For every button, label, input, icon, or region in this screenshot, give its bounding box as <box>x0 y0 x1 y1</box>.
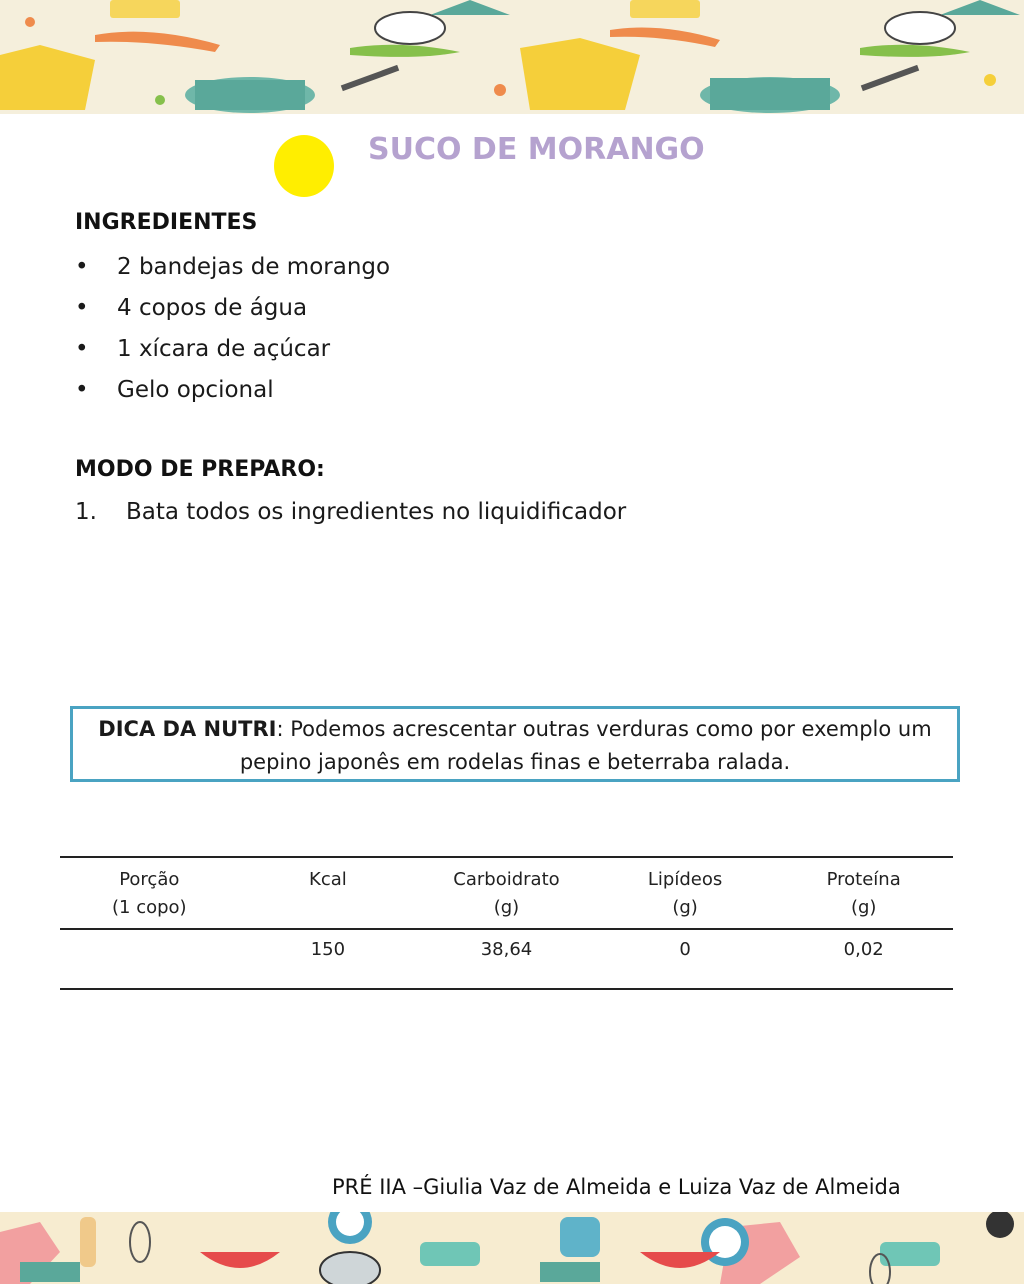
table-header-row <box>60 857 953 929</box>
ingredients-list <box>75 250 390 414</box>
step-number: 1. <box>75 499 97 525</box>
header-line: Lipídeos <box>647 869 723 890</box>
bullet: • <box>75 254 89 280</box>
column-header <box>596 857 775 929</box>
table-cell: 0 <box>679 939 691 960</box>
nutri-tip-box <box>70 706 960 782</box>
step-text: Bata todos os ingredientes no liquidificador <box>126 499 627 525</box>
header-line: (1 copo) <box>112 897 187 918</box>
ingredient-text: 1 xícara de açúcar <box>117 336 331 362</box>
ingredients-heading: INGREDIENTES <box>75 210 258 235</box>
bullet: • <box>75 377 89 403</box>
table-cell: 0,02 <box>843 939 884 960</box>
top-kitchen-banner <box>0 0 1024 114</box>
tip-text: : Podemos acrescentar outras verduras como por exemplo um pepino japonês em rodelas finas e beterraba ralada. <box>239 717 932 774</box>
list-item <box>75 495 626 529</box>
header-line: Carboidrato <box>453 869 560 890</box>
column-header <box>239 857 418 929</box>
column-header <box>774 857 953 929</box>
column-header <box>417 857 596 929</box>
list-item <box>75 332 390 373</box>
table-row <box>60 929 953 989</box>
column-header <box>60 857 239 929</box>
header-line: Kcal <box>309 869 347 890</box>
header-line: (g) <box>850 897 877 918</box>
list-item <box>75 250 390 291</box>
method-steps-list <box>75 495 626 529</box>
header-line: (g) <box>493 897 520 918</box>
bullet: • <box>75 295 89 321</box>
bottom-kitchenware-banner <box>0 1212 1024 1284</box>
ingredient-text: 4 copos de água <box>117 295 308 321</box>
tip-label: DICA DA NUTRI <box>98 717 277 741</box>
method-heading: MODO DE PREPARO: <box>75 457 325 482</box>
bullet: • <box>75 336 89 362</box>
list-item <box>75 291 390 332</box>
table-cell: 38,64 <box>480 939 533 960</box>
table-cell: 150 <box>310 939 346 960</box>
recipe-title: SUCO DE MORANGO <box>368 132 705 167</box>
header-line: (g) <box>672 897 698 918</box>
list-item <box>75 373 390 414</box>
table-cell <box>60 929 239 989</box>
ingredient-text: Gelo opcional <box>117 377 274 403</box>
ingredient-text: 2 bandejas de morango <box>117 254 391 280</box>
nutrition-table <box>60 856 953 990</box>
yellow-circle-decoration <box>274 135 334 197</box>
header-line: Porção <box>119 869 180 890</box>
authors-footer: PRÉ IIA –Giulia Vaz de Almeida e Luiza Vaz de Almeida <box>332 1175 901 1199</box>
header-line: Proteína <box>826 869 901 890</box>
